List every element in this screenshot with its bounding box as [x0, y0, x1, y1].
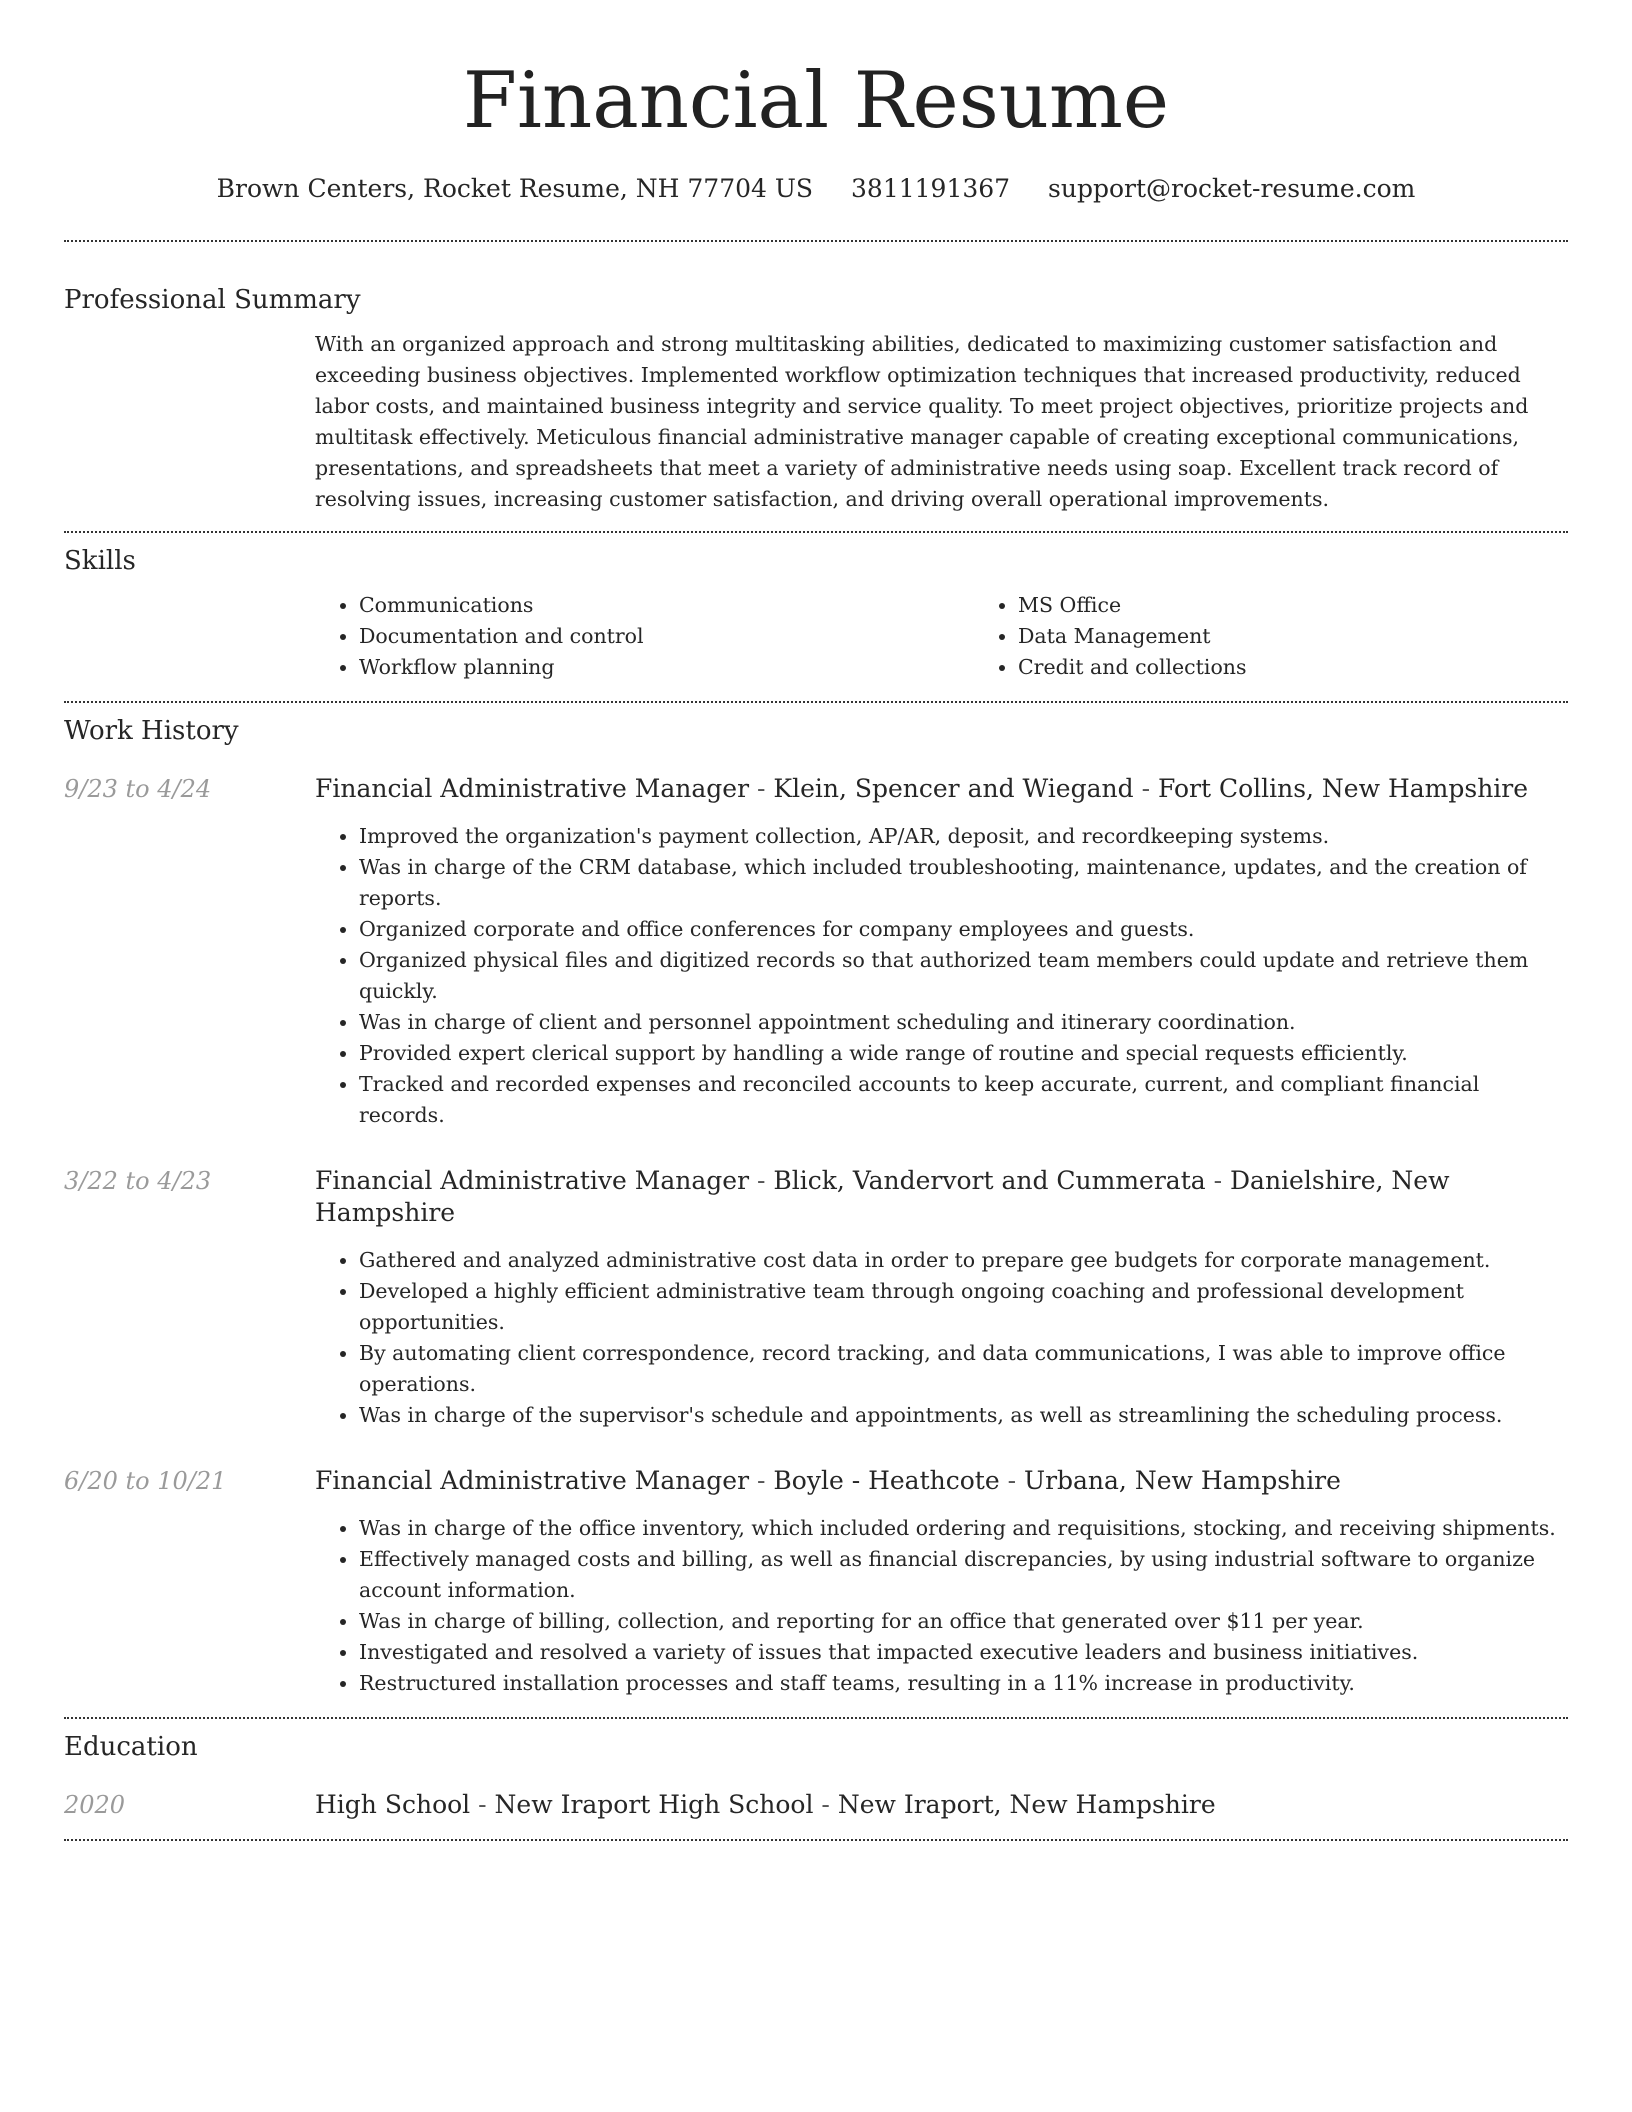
- work-section: [64, 715, 1568, 1699]
- education-degree: High School: [315, 1790, 471, 1819]
- skills-list-left: [315, 590, 974, 683]
- contact-email: support@rocket-resume.com: [1048, 174, 1416, 203]
- job-bullets: [315, 821, 1568, 1131]
- contact-address: Brown Centers, Rocket Resume, NH 77704 US: [216, 174, 814, 203]
- job-location: Danielshire, New Hampshire: [315, 1166, 1450, 1227]
- job-entry: [64, 773, 1568, 1131]
- job-company: Blick, Vandervort and Cummerata: [773, 1166, 1206, 1195]
- divider: [64, 701, 1568, 703]
- job-heading: Financial Administrative Manager - Blick, Vandervort and Cummerata - Danielshire, New Hampshire: [315, 1166, 1450, 1227]
- resume-name: Financial Resume: [462, 56, 1170, 146]
- job-bullet: • By automating client correspondence, record tracking, and data communications, I was able to improve office operations.: [359, 1338, 1568, 1400]
- job-heading: Financial Administrative Manager - Boyle - Heathcote - Urbana, New Hampshire: [315, 1466, 1341, 1495]
- contact-line: [64, 174, 1568, 204]
- skill-item: • Documentation and control: [359, 621, 974, 652]
- job-bullet: • Was in charge of the office inventory, which included ordering and requisitions, stocking, and receiving shipments.: [359, 1513, 1568, 1544]
- job-role: Financial Administrative Manager: [315, 774, 750, 803]
- job-bullet: • Was in charge of client and personnel appointment scheduling and itinerary coordination.: [359, 1007, 1568, 1038]
- resume-page: [64, 0, 1568, 1841]
- job-role: Financial Administrative Manager: [315, 1466, 750, 1495]
- job-heading: Financial Administrative Manager - Klein, Spencer and Wiegand - Fort Collins, New Hampshire: [315, 774, 1529, 803]
- section-title-summary: Professional Summary: [64, 285, 361, 315]
- job-role: Financial Administrative Manager: [315, 1166, 750, 1195]
- job-bullet: • Improved the organization's payment collection, AP/AR, deposit, and recordkeeping systems.: [359, 821, 1568, 852]
- job-dates: 3/22 to 4/23: [64, 1167, 212, 1195]
- section-title-education: Education: [64, 1732, 198, 1762]
- job-location: Fort Collins, New Hampshire: [1157, 774, 1529, 803]
- job-location: Urbana, New Hampshire: [1024, 1466, 1341, 1495]
- education-heading: High School - New Iraport High School - New Iraport, New Hampshire: [315, 1790, 1216, 1819]
- section-title-skills: Skills: [64, 546, 136, 576]
- summary-text: With an organized approach and strong multitasking abilities, dedicated to maximizing customer satisfaction and exceeding business objectives. Implemented workflow optimization techniques that increased productivity, reduced labor costs, and maintained business integrity and service quality. To meet project objectives, prioritize projects and multitask effectively. Meticulous financial administrative manager capable of creating exceptional communications, presentations, and spreadsheets that meet a variety of administrative needs using soap. Excellent track record of resolving issues, increasing customer satisfaction, and driving overall operational improvements.: [315, 332, 1529, 511]
- divider: [64, 531, 1568, 533]
- skill-item: • Credit and collections: [1018, 652, 1632, 683]
- divider: [64, 240, 1568, 242]
- job-bullet: • Gathered and analyzed administrative cost data in order to prepare gee budgets for corporate management.: [359, 1245, 1568, 1276]
- job-bullet: • Was in charge of billing, collection, and reporting for an office that generated over $11 per year.: [359, 1606, 1568, 1637]
- job-dates: 6/20 to 10/21: [64, 1467, 227, 1495]
- education-school: New Iraport High School: [494, 1790, 814, 1819]
- summary-section: [64, 284, 1568, 515]
- job-bullet: • Was in charge of the CRM database, which included troubleshooting, maintenance, updates, and the creation of reports.: [359, 852, 1568, 914]
- education-entry: [64, 1789, 1568, 1821]
- job-bullet: • Provided expert clerical support by handling a wide range of routine and special requests efficiently.: [359, 1038, 1568, 1069]
- job-bullet: • Organized corporate and office conferences for company employees and guests.: [359, 914, 1568, 945]
- skill-item: • Communications: [359, 590, 974, 621]
- skills-section: [64, 545, 1568, 683]
- job-bullets: [315, 1245, 1568, 1431]
- skill-item: • MS Office: [1018, 590, 1632, 621]
- contact-phone: 3811191367: [851, 174, 1011, 203]
- job-bullet: • Investigated and resolved a variety of issues that impacted executive leaders and business initiatives.: [359, 1637, 1568, 1668]
- divider: [64, 1717, 1568, 1719]
- job-company: Boyle - Heathcote: [773, 1466, 1000, 1495]
- skill-item: • Workflow planning: [359, 652, 974, 683]
- job-bullet: • Restructured installation processes and staff teams, resulting in a 11% increase in productivity.: [359, 1668, 1568, 1699]
- divider: [64, 1839, 1568, 1841]
- job-bullet: • Tracked and recorded expenses and reconciled accounts to keep accurate, current, and compliant financial records.: [359, 1069, 1568, 1131]
- job-entry: [64, 1465, 1568, 1699]
- job-bullet: • Organized physical files and digitized records so that authorized team members could update and retrieve them quickly.: [359, 945, 1568, 1007]
- job-bullet: • Developed a highly efficient administrative team through ongoing coaching and professional development opportunities.: [359, 1276, 1568, 1338]
- education-location: New Iraport, New Hampshire: [837, 1790, 1216, 1819]
- section-title-work: Work History: [64, 716, 239, 746]
- job-bullet: • Effectively managed costs and billing, as well as financial discrepancies, by using industrial software to organize account information.: [359, 1544, 1568, 1606]
- education-year: 2020: [64, 1791, 126, 1819]
- education-section: [64, 1731, 1568, 1821]
- job-dates: 9/23 to 4/24: [64, 775, 212, 803]
- job-company: Klein, Spencer and Wiegand: [773, 774, 1134, 803]
- job-entry: [64, 1165, 1568, 1431]
- skill-item: • Data Management: [1018, 621, 1632, 652]
- job-bullets: [315, 1513, 1568, 1699]
- skills-list-right: [974, 590, 1632, 683]
- job-bullet: • Was in charge of the supervisor's schedule and appointments, as well as streamlining the scheduling process.: [359, 1400, 1568, 1431]
